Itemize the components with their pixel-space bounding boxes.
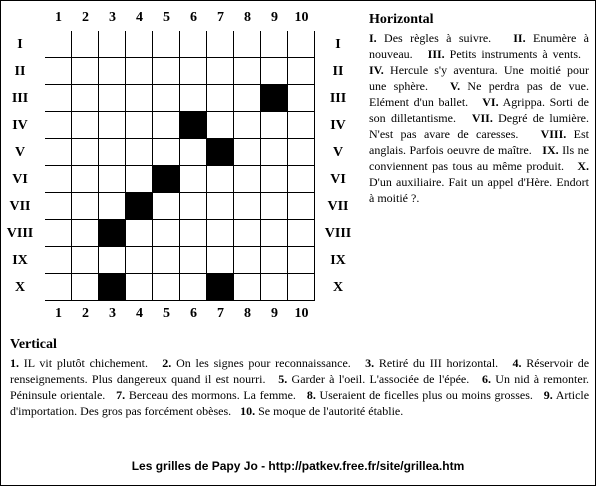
grid-cell[interactable] xyxy=(72,31,99,58)
clue-number: VIII. xyxy=(540,127,567,141)
grid-cell[interactable] xyxy=(180,247,207,274)
grid-cell[interactable] xyxy=(45,31,72,58)
column-number: 3 xyxy=(109,306,116,321)
clue-number: 6. xyxy=(482,372,492,386)
grid-cell[interactable] xyxy=(261,139,288,166)
column-number: 7 xyxy=(217,306,224,321)
grid-cell[interactable] xyxy=(288,193,315,220)
row-numbers-right xyxy=(321,31,355,301)
column-number: 10 xyxy=(294,10,309,25)
grid-cell[interactable] xyxy=(72,220,99,247)
grid-cell[interactable] xyxy=(126,139,153,166)
vertical-clues xyxy=(10,337,589,419)
grid-cell[interactable] xyxy=(234,31,261,58)
column-number: 2 xyxy=(82,306,89,321)
clue-text: Agrippa. Sorti de son dilletantisme. xyxy=(369,95,589,125)
grid-cell-black xyxy=(261,85,288,112)
row-number: I xyxy=(17,37,23,52)
grid-cell[interactable] xyxy=(180,31,207,58)
clue-number: 8. xyxy=(306,388,316,402)
grid-cell[interactable] xyxy=(261,112,288,139)
grid-cell[interactable] xyxy=(126,112,153,139)
column-number: 8 xyxy=(244,10,251,25)
row-numbers-left xyxy=(3,31,37,301)
grid-cell[interactable] xyxy=(153,274,180,301)
clue-text: On les signes pour reconnaissance. xyxy=(176,356,351,370)
clue-text: Useraient de ficelles plus ou moins grosses. xyxy=(319,388,533,402)
clue-text: Des règles à suivre. xyxy=(384,31,492,45)
grid-cell[interactable] xyxy=(180,139,207,166)
grid-cell[interactable] xyxy=(45,139,72,166)
vertical-clue-list xyxy=(10,356,589,418)
horizontal-heading: Horizontal xyxy=(369,12,434,27)
footer-credit[interactable]: Les grilles de Papy Jo - http://patkev.free.fr/site/grillea.htm xyxy=(131,459,465,473)
grid-cell[interactable] xyxy=(234,166,261,193)
row-number: VIII xyxy=(324,226,352,241)
grid-cell[interactable] xyxy=(126,85,153,112)
grid-cell[interactable] xyxy=(45,166,72,193)
clue-number: 3. xyxy=(365,356,375,370)
clue-text: Réservoir de renseignements. Plus dangereux quand il est nourri. xyxy=(10,356,590,386)
grid-cell[interactable] xyxy=(153,139,180,166)
grid-cell[interactable] xyxy=(126,166,153,193)
grid-cell[interactable] xyxy=(72,166,99,193)
clue-number: 1. xyxy=(10,356,19,370)
clue-number: X. xyxy=(577,159,589,173)
grid-cell[interactable] xyxy=(126,220,153,247)
clue-number: IV. xyxy=(369,63,384,77)
grid-cell[interactable] xyxy=(72,193,99,220)
column-number: 4 xyxy=(136,10,143,25)
column-number: 5 xyxy=(163,306,170,321)
grid-cell[interactable] xyxy=(288,274,315,301)
clue-number: 7. xyxy=(116,388,126,402)
grid-cell[interactable] xyxy=(207,112,234,139)
grid-cell[interactable] xyxy=(288,166,315,193)
grid-cell[interactable] xyxy=(234,58,261,85)
grid-cell[interactable] xyxy=(72,247,99,274)
row-number: I xyxy=(335,37,341,52)
column-number: 1 xyxy=(55,306,62,321)
crossword-grid xyxy=(45,31,315,301)
grid-cell[interactable] xyxy=(72,58,99,85)
row-number: VII xyxy=(9,199,31,214)
grid-cell-black xyxy=(207,139,234,166)
row-number: III xyxy=(11,91,29,106)
clue-text: Est anglais. Parfois oeuvre de maître. xyxy=(369,127,590,157)
clue-text: IL vit plutôt chichement. xyxy=(23,356,148,370)
clue-number: III. xyxy=(427,47,445,61)
grid-cell[interactable] xyxy=(72,112,99,139)
clue-text: Petits instruments à vents. xyxy=(449,47,581,61)
column-number: 5 xyxy=(163,10,170,25)
row-number: X xyxy=(14,280,26,295)
grid-cell[interactable] xyxy=(99,139,126,166)
grid-cell[interactable] xyxy=(180,274,207,301)
grid-cell[interactable] xyxy=(72,139,99,166)
grid-cell[interactable] xyxy=(45,193,72,220)
row-number: IV xyxy=(12,118,28,133)
grid-cell[interactable] xyxy=(234,220,261,247)
grid-cell[interactable] xyxy=(153,31,180,58)
row-number: II xyxy=(14,64,26,79)
clue-text: Enumère à nouveau. xyxy=(369,31,589,61)
grid-cell[interactable] xyxy=(207,247,234,274)
column-number: 10 xyxy=(294,306,309,321)
grid-cell[interactable] xyxy=(261,58,288,85)
clue-text: Un nid à remonter. Péninsule orientale. xyxy=(10,372,590,402)
clue-text: Degré de lumière. N'est pas avare de caresses. xyxy=(369,111,590,141)
grid-cell[interactable] xyxy=(234,139,261,166)
grid-cell[interactable] xyxy=(207,166,234,193)
grid-cell[interactable] xyxy=(180,193,207,220)
horizontal-clue-list xyxy=(369,31,589,205)
grid-cell[interactable] xyxy=(207,220,234,247)
grid-cell[interactable] xyxy=(288,112,315,139)
column-number: 2 xyxy=(82,10,89,25)
clue-number: 4. xyxy=(512,356,522,370)
row-number: II xyxy=(332,64,344,79)
grid-cell[interactable] xyxy=(207,193,234,220)
clue-text: Retiré du III horizontal. xyxy=(378,356,499,370)
grid-cell[interactable] xyxy=(45,112,72,139)
grid-cell[interactable] xyxy=(261,274,288,301)
row-number: IX xyxy=(12,253,28,268)
clue-number: 9. xyxy=(543,388,553,402)
clue-text: Article d'importation. Des gros pas forcément obèses. xyxy=(10,388,590,418)
clue-text: Se moque de l'autorité établie. xyxy=(258,404,404,418)
grid-cell[interactable] xyxy=(261,166,288,193)
grid-cell[interactable] xyxy=(45,247,72,274)
clue-number: VI. xyxy=(482,95,499,109)
row-number: V xyxy=(332,145,344,160)
grid-cell[interactable] xyxy=(234,247,261,274)
clue-text: Ils ne conviennent pas tous au même produit. xyxy=(369,143,590,173)
grid-cell[interactable] xyxy=(180,85,207,112)
row-number: VII xyxy=(327,199,349,214)
clue-number: V. xyxy=(449,79,461,93)
row-number: X xyxy=(332,280,344,295)
grid-cell[interactable] xyxy=(261,247,288,274)
grid-cell[interactable] xyxy=(234,274,261,301)
grid-cell[interactable] xyxy=(234,85,261,112)
clue-text: Ne perdra pas de vue. Elément d'un ballet. xyxy=(369,79,590,109)
grid-cell-black xyxy=(99,274,126,301)
clue-text: Berceau des mormons. La femme. xyxy=(128,388,296,402)
grid-cell[interactable] xyxy=(234,112,261,139)
row-number: IV xyxy=(330,118,346,133)
clue-number: I. xyxy=(369,31,377,45)
grid-cell[interactable] xyxy=(153,247,180,274)
grid-cell[interactable] xyxy=(288,247,315,274)
grid-cell[interactable] xyxy=(99,247,126,274)
grid-cell[interactable] xyxy=(153,112,180,139)
column-numbers-top xyxy=(45,10,315,26)
column-number: 6 xyxy=(190,10,197,25)
grid-cell[interactable] xyxy=(126,274,153,301)
row-number: VIII xyxy=(6,226,34,241)
column-number: 9 xyxy=(271,10,278,25)
grid-cell-black xyxy=(153,166,180,193)
grid-cell[interactable] xyxy=(180,166,207,193)
grid-cell[interactable] xyxy=(153,220,180,247)
clue-text: Hercule s'y aventura. Une moitié pour une sphère. xyxy=(369,63,590,93)
grid-cell[interactable] xyxy=(126,58,153,85)
grid-cell[interactable] xyxy=(72,85,99,112)
column-numbers-bottom xyxy=(45,306,315,322)
grid-cell[interactable] xyxy=(207,58,234,85)
column-number: 6 xyxy=(190,306,197,321)
column-number: 9 xyxy=(271,306,278,321)
grid-cell[interactable] xyxy=(99,58,126,85)
grid-cell[interactable] xyxy=(180,58,207,85)
grid-cell-black xyxy=(99,220,126,247)
grid-cell[interactable] xyxy=(45,274,72,301)
clue-number: 5. xyxy=(278,372,288,386)
clue-number: 10. xyxy=(240,404,256,418)
grid-cell[interactable] xyxy=(99,112,126,139)
grid-cell-black xyxy=(207,274,234,301)
grid-cell[interactable] xyxy=(99,193,126,220)
grid-cell[interactable] xyxy=(288,31,315,58)
grid-cell[interactable] xyxy=(99,31,126,58)
column-number: 1 xyxy=(55,10,62,25)
row-number: IX xyxy=(330,253,346,268)
clue-text: Garder à l'oeil. L'associée de l'épée. xyxy=(291,372,470,386)
grid-cell[interactable] xyxy=(234,193,261,220)
row-number: V xyxy=(14,145,26,160)
grid-cell[interactable] xyxy=(45,220,72,247)
column-number: 4 xyxy=(136,306,143,321)
grid-cell[interactable] xyxy=(72,274,99,301)
grid-cell[interactable] xyxy=(288,139,315,166)
grid-cell[interactable] xyxy=(207,31,234,58)
grid-cell[interactable] xyxy=(261,220,288,247)
vertical-heading: Vertical xyxy=(10,337,57,352)
clue-number: VII. xyxy=(471,111,493,125)
clue-number: IX. xyxy=(542,143,559,157)
clue-number: II. xyxy=(513,31,526,45)
grid-cell[interactable] xyxy=(126,247,153,274)
row-number: VI xyxy=(330,172,346,187)
column-number: 7 xyxy=(217,10,224,25)
grid-cell[interactable] xyxy=(180,220,207,247)
clue-number: 2. xyxy=(162,356,172,370)
grid-cell[interactable] xyxy=(288,85,315,112)
horizontal-clues xyxy=(369,12,589,206)
grid-cell[interactable] xyxy=(99,166,126,193)
row-number: III xyxy=(329,91,347,106)
grid-cell[interactable] xyxy=(126,31,153,58)
grid-cell-black xyxy=(180,112,207,139)
grid-cell[interactable] xyxy=(153,193,180,220)
grid-cell[interactable] xyxy=(288,220,315,247)
grid-cell[interactable] xyxy=(45,58,72,85)
grid-cell[interactable] xyxy=(45,85,72,112)
grid-cell[interactable] xyxy=(153,58,180,85)
column-number: 8 xyxy=(244,306,251,321)
row-number: VI xyxy=(12,172,28,187)
grid-cell[interactable] xyxy=(261,193,288,220)
grid-cell-black xyxy=(126,193,153,220)
column-number: 3 xyxy=(109,10,116,25)
grid-cell[interactable] xyxy=(99,85,126,112)
clue-text: D'un auxiliaire. Fait un appel d'Hère. Endort à moitié ?. xyxy=(369,175,589,205)
grid-cell[interactable] xyxy=(153,85,180,112)
grid-cell[interactable] xyxy=(207,85,234,112)
grid-cell[interactable] xyxy=(261,31,288,58)
grid-cell[interactable] xyxy=(288,58,315,85)
